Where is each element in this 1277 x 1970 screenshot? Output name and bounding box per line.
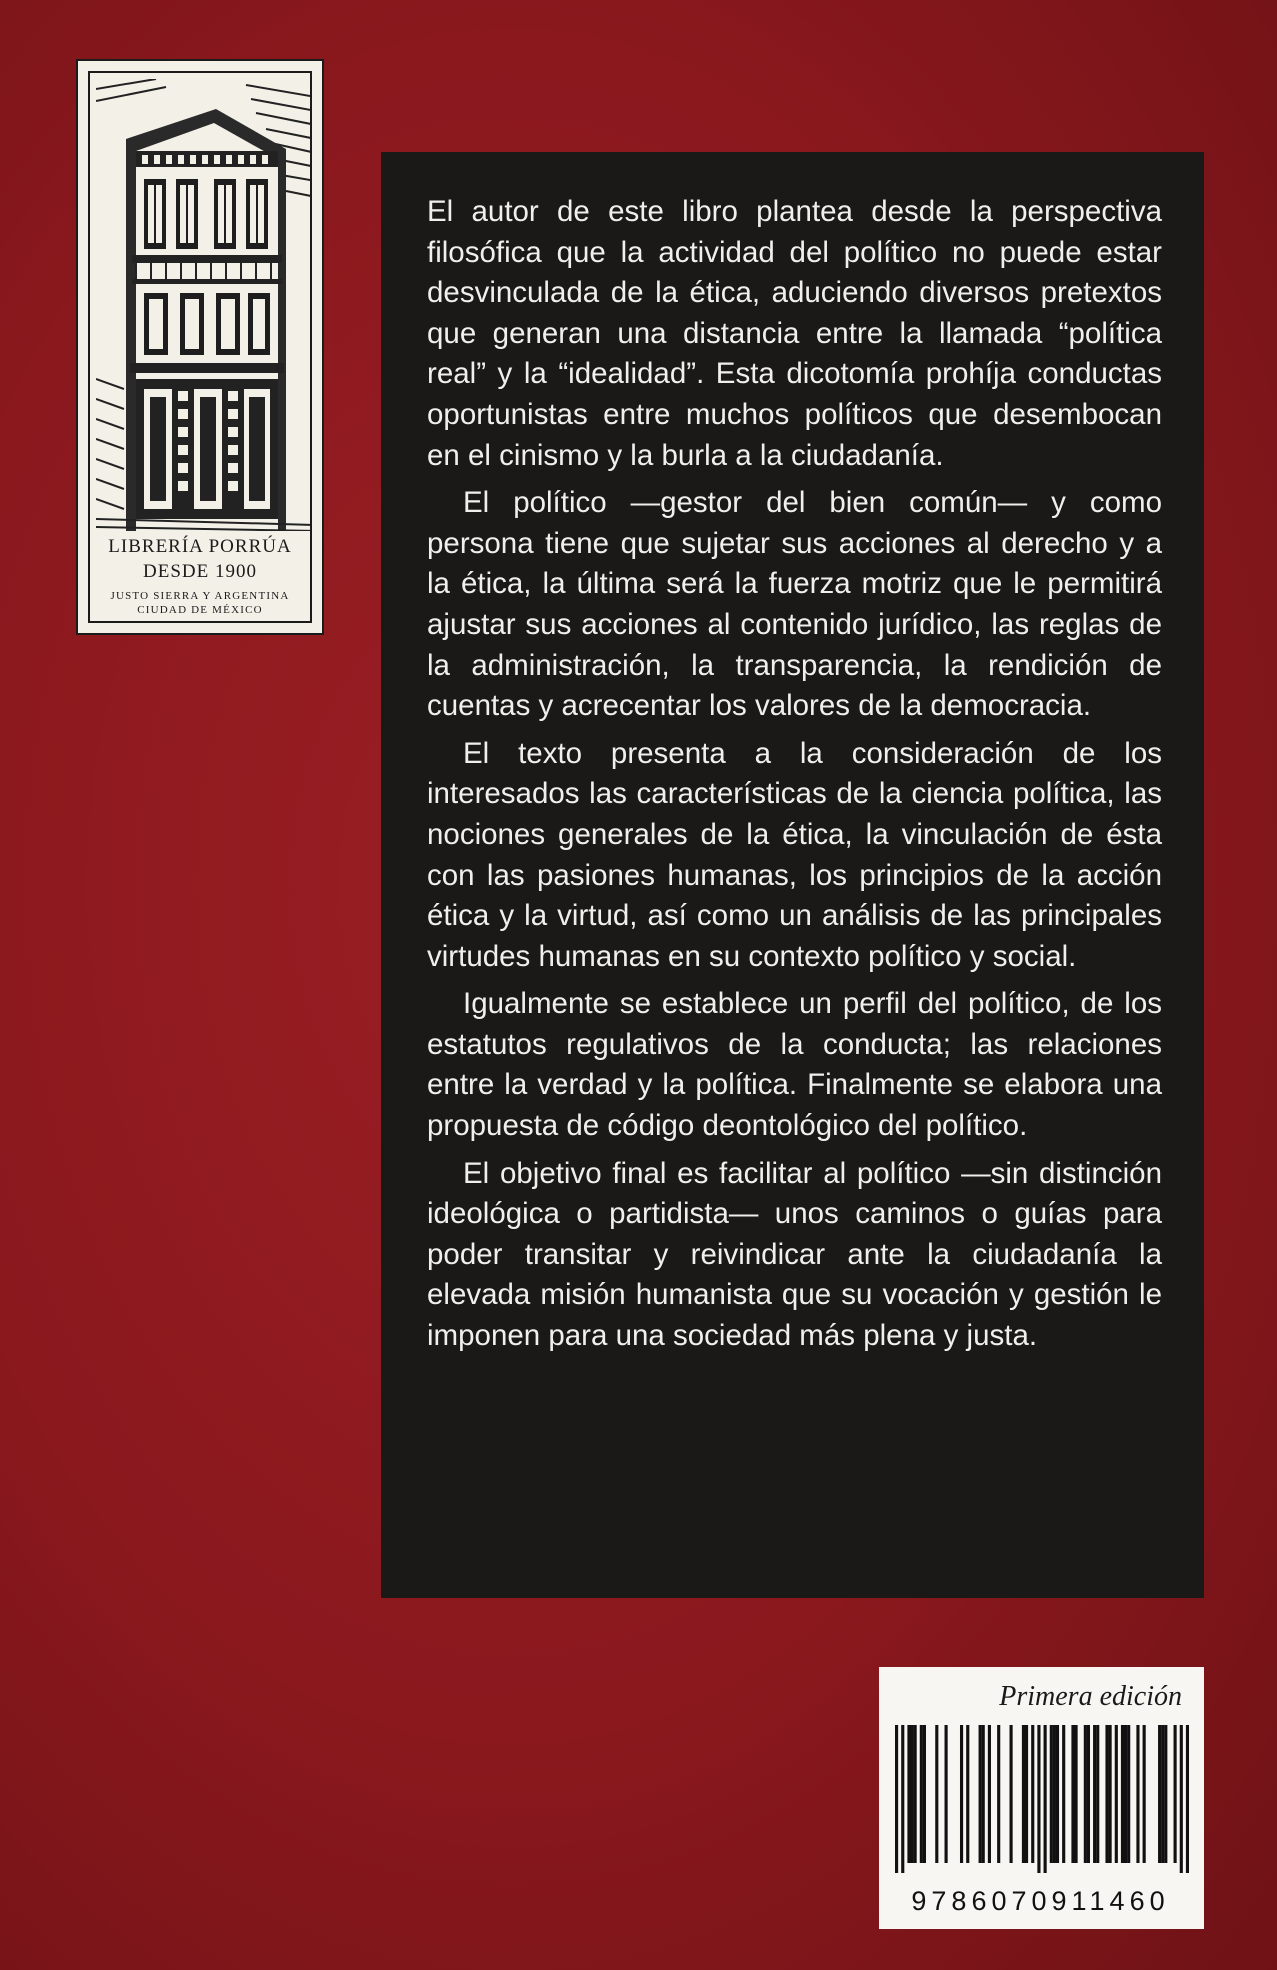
- publisher-name: LIBRERÍA PORRÚA: [108, 536, 292, 557]
- barcode-bar: [1044, 1725, 1047, 1873]
- barcode-bar: [1105, 1725, 1108, 1863]
- barcode-bar: [1071, 1725, 1074, 1863]
- barcode-box: [879, 1667, 1204, 1929]
- edition-label: Primera edición: [999, 1681, 1182, 1712]
- blurb-paragraph: Igualmente se establece un perfil del político, de los estatutos regulativos de la conducta; las relaciones entre la verdad y la política. Finalmente se elabora una propuesta de código deontológico del político.: [427, 987, 1162, 1143]
- barcode-bar: [1109, 1725, 1112, 1863]
- barcode-bar: [1127, 1725, 1130, 1863]
- barcode-bar: [1053, 1725, 1056, 1863]
- blurb-paragraph: El texto presenta a la consideración de los interesados las características de la ciencia política, las nociones generales de la ética, la vinculación de ésta con las pasiones humanas, los principios de la acción ética y la virtud, así como un análisis de las principales virtudes humanas en su contexto político y social.: [427, 736, 1162, 973]
- publisher-address: JUSTO SIERRA Y ARGENTINA: [110, 590, 290, 602]
- barcode-bar: [923, 1725, 926, 1863]
- barcode-bar: [1062, 1725, 1065, 1863]
- barcode-bar: [895, 1725, 898, 1873]
- barcode-bar: [966, 1725, 969, 1863]
- blurb-text: [427, 192, 1162, 1364]
- barcode-bar: [1037, 1725, 1040, 1873]
- blurb-paragraph: El objetivo final es facilitar al político —sin distinción ideológica o partidista— unos caminos o guías para poder transitar y reivindicar ante la ciudadanía la elevada misión humanista que su vocación y gestión le imponen para una sociedad más plena y justa.: [427, 1156, 1162, 1353]
- barcode-bar: [1158, 1725, 1161, 1863]
- barcode-bar: [1050, 1725, 1053, 1863]
- barcode-bar: [1084, 1725, 1087, 1863]
- barcode-bar: [1186, 1725, 1189, 1873]
- barcode-bar: [960, 1725, 963, 1863]
- barcode-bar: [1096, 1725, 1099, 1863]
- barcode-bar: [982, 1725, 985, 1863]
- isbn-barcode: [895, 1725, 1189, 1873]
- barcode-bar: [997, 1725, 1000, 1863]
- barcode-bar: [1124, 1725, 1127, 1863]
- barcode-bar: [1031, 1725, 1034, 1863]
- barcode-bar: [1161, 1725, 1164, 1863]
- publisher-imprint: [90, 535, 310, 617]
- blurb-panel: [381, 152, 1204, 1598]
- barcode-bar: [1010, 1725, 1013, 1863]
- barcode-bar: [988, 1725, 991, 1863]
- barcode-bar: [945, 1725, 948, 1863]
- blurb-paragraph: El político —gestor del bien común— y como persona tiene que sujetar sus acciones al derecho y a la ética, la última será la fuerza motriz que le permitirá ajustar sus acciones al contenido jurídico, las reglas de la administración, la transparencia, la rendición de cuentas y acrecentar los valores de la democracia.: [427, 486, 1162, 723]
- barcode-bar: [1056, 1725, 1059, 1863]
- barcode-bar: [935, 1725, 938, 1863]
- barcode-bar: [920, 1725, 923, 1863]
- blurb-paragraph: El autor de este libro plantea desde la perspectiva filosófica que la actividad del político no puede estar desvinculada de la ética, aduciendo diversos pretextos que generan una distancia entre la llamada “política real” y la “idealidad”. Esta dicotomía prohíja conductas oportunistas entre muchos políticos que desembocan en el cinismo y la burla a la ciudadanía.: [427, 195, 1162, 472]
- barcode-bar: [1174, 1725, 1177, 1863]
- barcode-bar: [901, 1725, 904, 1873]
- isbn-number: 9786070911460: [911, 1886, 1170, 1916]
- barcode-bar: [1093, 1725, 1096, 1863]
- barcode-bar: [1087, 1725, 1090, 1863]
- barcode-bar: [1136, 1725, 1139, 1863]
- barcode-bar: [1025, 1725, 1028, 1863]
- building-engraving-icon: [96, 79, 312, 531]
- barcode-bar: [914, 1725, 917, 1863]
- barcode-bar: [1115, 1725, 1118, 1863]
- publisher-badge-frame: [88, 71, 312, 623]
- publisher-badge: [76, 59, 324, 635]
- barcode-bar: [1022, 1725, 1025, 1863]
- barcode-bar: [1074, 1725, 1077, 1863]
- barcode-bar: [1164, 1725, 1167, 1863]
- barcode-bar: [1121, 1725, 1124, 1863]
- publisher-since: DESDE 1900: [143, 561, 257, 582]
- barcode-bar: [910, 1725, 913, 1863]
- barcode-bar: [907, 1725, 910, 1863]
- barcode-bar: [1180, 1725, 1183, 1873]
- barcode-bar: [979, 1725, 982, 1863]
- publisher-city: CIUDAD DE MÉXICO: [137, 604, 263, 616]
- barcode-bar: [1143, 1725, 1146, 1863]
